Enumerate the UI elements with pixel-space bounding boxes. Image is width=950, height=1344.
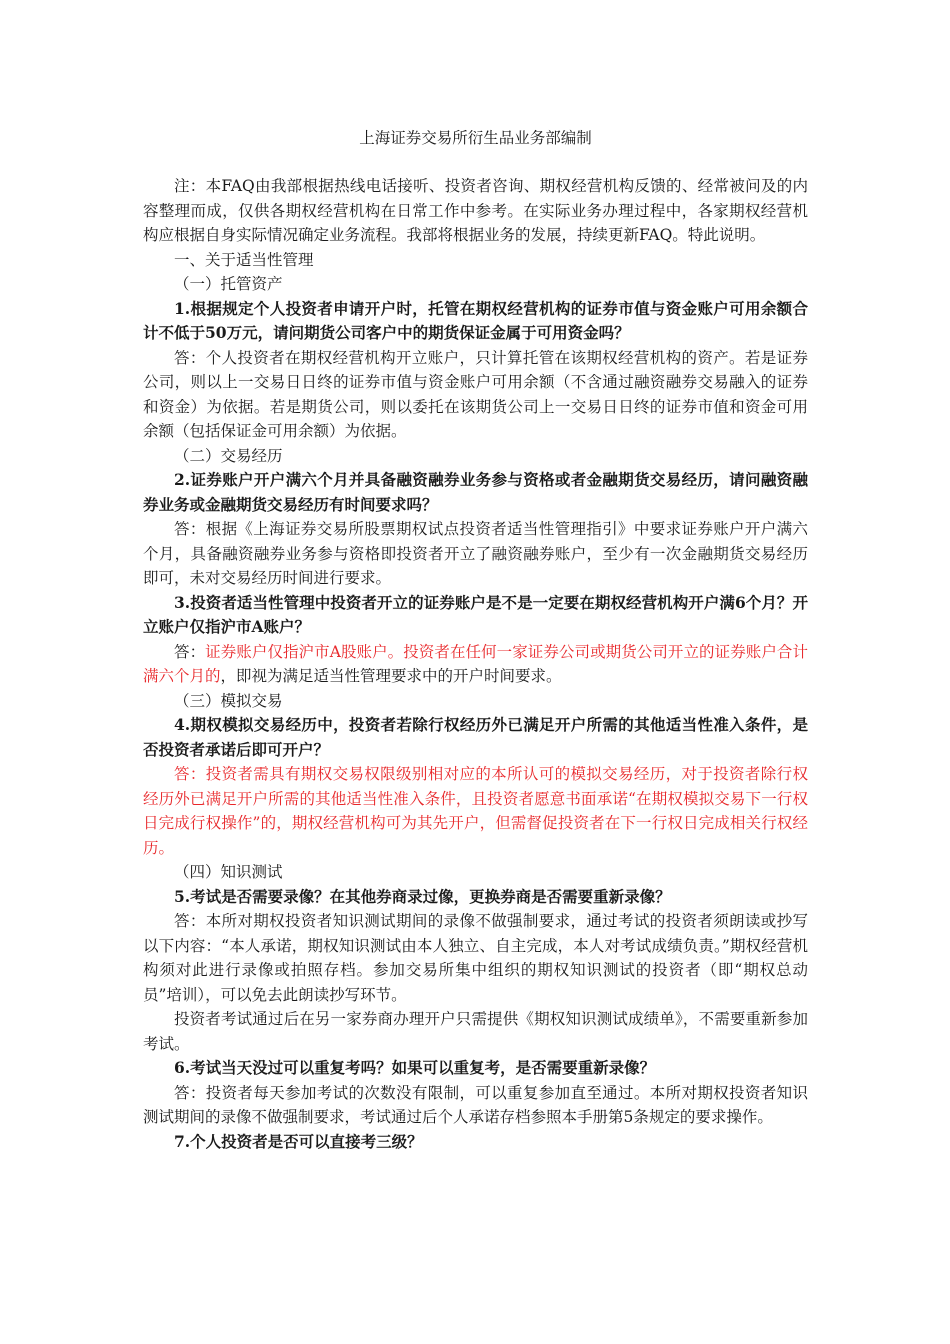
answer-3-prefix: 答： [174,642,206,661]
answer-6: 答：投资者每天参加考试的次数没有限制，可以重复参加直至通过。本所对期权投资者知识测试期间的录像不做强制要求，考试通过后个人承诺存档参照本手册第5条规定的要求操作。 [143,1083,808,1126]
question-4: 4.期权模拟交易经历中，投资者若除行权经历外已满足开户所需的其他适当性准入条件，是否投资者承诺后即可开户？ [143,715,808,759]
subsection-heading: （一）托管资产 [174,275,283,293]
subsection-heading: （四）知识测试 [174,863,283,881]
subsection-heading: （三）模拟交易 [174,691,283,710]
answer-1: 答：个人投资者在期权经营机构开立账户，只计算托管在该期权经营机构的资产。若是证券公司，则以上一交易日日终的证券市值与资金账户可用余额（不含通过融资融券交易融入的证券和资金）为依据。若是期货公司，则以委托在该期货公司上一交易日日终的证券市值和资金可用余额（包括保证金可用余额）为依据。 [143,348,808,440]
answer-4: 答：投资者需具有期权交易权限级别相对应的本所认可的模拟交易经历，对于投资者除行权经历外已满足开户所需的其他适当性准入条件，且投资者愿意书面承诺“在期权模拟交易下一行权日完成行权操作”的，期权经营机构可为其先开户，但需督促投资者在下一行权日完成相关行权经历。 [143,765,808,857]
answer-5: 答：本所对期权投资者知识测试期间的录像不做强制要求，通过考试的投资者须朗读或抄写以下内容：“本人承诺，期权知识测试由本人独立、自主完成，本人对考试成绩负责。”期权经营机构须对此进行录像或拍照存档。参加交易所集中组织的期权知识测试的投资者（即“期权总动员”培训），可以免去此朗读抄写环节。 [143,912,808,1004]
answer-3-suffix: ，即视为满足适当性管理要求中的开户时间要求。 [220,667,562,685]
question-3: 3.投资者适当性管理中投资者开立的证券账户是不是一定要在期权经营机构开户满6个月？开立账户仅指沪市A账户？ [143,592,808,636]
question-5: 5.考试是否需要录像？在其他券商录过像，更换券商是否需要重新录像？ [174,886,671,906]
document-body [143,174,808,1154]
question-7: 7.个人投资者是否可以直接考三级？ [174,1131,423,1151]
answer-3-highlight: 证券账户仅指沪市A股账户。投资者在任何一家证券公司或期货公司开立的证券账户合计满六个月的 [143,642,808,685]
question-1: 1.根据规定个人投资者申请开户时，托管在期权经营机构的证券市值与资金账户可用余额合计不低于50万元，请问期货公司客户中的期货保证金属于可用资金吗？ [143,298,808,342]
note-paragraph: 注：本FAQ由我部根据热线电话接听、投资者咨询、期权经营机构反馈的、经常被问及的内容整理而成，仅供各期权经营机构在日常工作中参考。在实际业务办理过程中，各家期权经营机构应根据自身实际情况确定业务流程。我部将根据业务的发展，持续更新FAQ。特此说明。 [143,177,808,244]
document-title: 上海证券交易所衍生品业务部编制 [359,129,592,147]
question-6: 6.考试当天没过可以重复考吗？如果可以重复考，是否需要重新录像？ [174,1058,656,1077]
answer-2: 答：根据《上海证券交易所股票期权试点投资者适当性管理指引》中要求证券账户开户满六个月，具备融资融券业务参与资格即投资者开立了融资融券账户，至少有一次金融期货交易经历即可，未对交易经历时间进行要求。 [143,520,808,587]
question-2: 2.证券账户开户满六个月并具备融资融券业务参与资格或者金融期货交易经历，请问融资融券业务或金融期货交易经历有时间要求吗？ [143,470,808,514]
answer-3 [143,640,808,689]
section-heading: 一、关于适当性管理 [174,250,314,269]
answer-5-continued: 投资者考试通过后在另一家券商办理开户只需提供《期权知识测试成绩单》，不需要重新参加考试。 [143,1010,808,1053]
subsection-heading: （二）交易经历 [174,446,283,465]
